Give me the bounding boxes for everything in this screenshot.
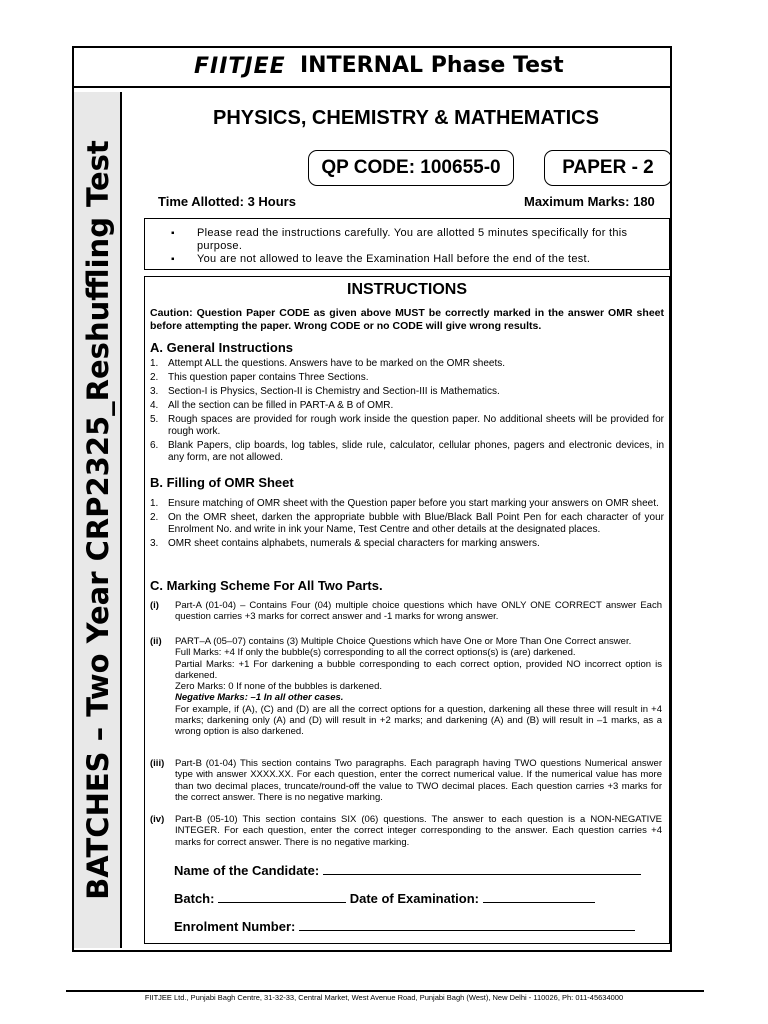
marks-label: Maximum Marks:	[524, 194, 634, 209]
section-b-heading: B. Filling of OMR Sheet	[150, 475, 294, 490]
maximum-marks	[524, 194, 655, 209]
marking-item-iii: (iii) Part-B (01-04) This section contains Two paragraphs. Each paragraph having TWO questions Numerical answer type with answer XXXX.XX. For each question, enter the correct numerical value. If the numerical value has more than two decimal places, truncate/round-off the value to TWO decimal places. Each question carries +3 marks for the correct answer. There is no negative marking.	[150, 758, 662, 803]
batch-blank	[218, 890, 346, 903]
enrolment-blank	[299, 918, 635, 931]
list-item: 1. Attempt ALL the questions. Answers have to be marked on the OMR sheets.	[150, 358, 506, 369]
frame-bottom-border	[72, 950, 672, 952]
subject-title: PHYSICS, CHEMISTRY & MATHEMATICS	[213, 107, 599, 129]
section-a-list	[150, 358, 664, 464]
fiitjee-logo: FIITJEE	[194, 54, 286, 79]
negative-marks-line: Negative Marks: –1 In all other cases.	[175, 692, 344, 704]
marking-item-iv: (iv) Part-B (05-10) This section contains SIX (06) questions. The answer to each question is a NON-NEGATIVE INTEGER. For each question, enter the correct integer corresponding to the answer. Each question carries +4 marks for correct answer. There is no negative marking.	[150, 814, 662, 848]
list-item: 3. Section-I is Physics, Section-II is Chemistry and Section-III is Mathematics.	[150, 386, 500, 397]
section-b-list	[150, 498, 664, 550]
list-item: 2. This question paper contains Three Sections.	[150, 372, 369, 383]
qp-code-value: 100655-0	[420, 157, 501, 178]
qp-code-box	[308, 150, 514, 186]
candidate-name-blank	[323, 862, 641, 875]
list-item: 3. OMR sheet contains alphabets, numerals & special characters for marking answers.	[150, 538, 540, 549]
qp-code-label: QP CODE:	[321, 157, 421, 178]
header-title: INTERNAL Phase Test	[300, 53, 564, 78]
section-c-heading: C. Marking Scheme For All Two Parts.	[150, 578, 383, 593]
time-allotted	[158, 194, 296, 209]
side-batch-label: BATCHES – Two Year CRP2325_Reshuffling Test	[81, 140, 115, 900]
candidate-name-field	[174, 862, 641, 878]
batch-date-field	[174, 890, 595, 906]
time-label: Time Allotted:	[158, 194, 248, 209]
enrolment-label: Enrolment Number:	[174, 919, 296, 934]
footer-address: FIITJEE Ltd., Punjabi Bagh Centre, 31-32-33, Central Market, West Avenue Road, Punjabi Bagh (West), New Delhi - 110026, Ph: 011-45634000	[144, 993, 624, 1002]
notice-box	[144, 218, 670, 270]
marks-value: 180	[633, 194, 655, 209]
date-blank	[483, 890, 595, 903]
list-item: 5. Rough spaces are provided for rough work inside the question paper. No additional sheets will be provided for rough work.	[150, 414, 664, 437]
paper-number-box: PAPER - 2	[544, 150, 672, 186]
batch-label: Batch:	[174, 891, 215, 906]
marking-item-i: (i) Part-A (01-04) – Contains Four (04) multiple choice questions which have ONLY ONE CORRECT answer Each question carries +3 marks for correct answer and -1 marks for wrong answer.	[150, 600, 662, 623]
date-label: Date of Examination:	[349, 891, 479, 906]
candidate-name-label: Name of the Candidate:	[174, 863, 320, 878]
notice-item: ▪ You are not allowed to leave the Examination Hall before the end of the test.	[197, 253, 659, 266]
full-marks-line: Full Marks: +4 If only the bubble(s) corresponding to all the correct options(s) is (are) darkened.	[175, 647, 576, 659]
header-box	[72, 46, 672, 88]
partial-marks-line: Partial Marks: +1 For darkening a bubble corresponding to each correct option, provided NO incorrect option is darkened.	[175, 658, 662, 681]
marking-item-ii: (ii) PART–A (05–07) contains (3) Multiple Choice Questions which have One or More Than One Correct answer. Full Marks: +4 If only the bubble(s) corresponding to all the correct options(s) is (are) darkened. Partial Marks: +1 For darkening a bubble corresponding to each correct option, provided NO incorrect option is darkened. Zero Marks: 0 If none of the bubbles is darkened. Negative Marks: –1 In all other cases. For example, if (A), (C) and (D) are all the correct options for a question, darkening all these three will result in +4 marks; darkening only (A) and (D) will result in +2 marks; and darkening (A) and (B) will result in –1 marks, as a wrong option is also darkened.	[150, 636, 662, 738]
time-value: 3 Hours	[247, 194, 296, 209]
list-item: 4. All the section can be filled in PART-A & B of OMR.	[150, 400, 394, 411]
instructions-title: INSTRUCTIONS	[347, 281, 467, 298]
list-item: 1. Ensure matching of OMR sheet with the Question paper before you start marking your answers on OMR sheet.	[150, 498, 659, 509]
section-a-heading: A. General Instructions	[150, 340, 294, 355]
example-line: For example, if (A), (C) and (D) are all the correct options for a question, darkening all these three will result in +4 marks; darkening only (A) and (D) will result in +2 marks; and darkening (A) and (B) will result in –1 marks, as a wrong option is also darkened.	[175, 703, 662, 738]
caution-text: Caution: Question Paper CODE as given above MUST be correctly marked in the answer OMR sheet before attempting the paper. Wrong CODE or no CODE will give wrong results.	[150, 307, 664, 332]
zero-marks-line: Zero Marks: 0 If none of the bubbles is darkened.	[175, 681, 383, 693]
notice-item: ▪ Please read the instructions carefully. You are allotted 5 minutes specifically for this purpose.	[197, 227, 659, 253]
side-strip	[74, 92, 122, 948]
frame-right-border	[670, 88, 672, 952]
footer-rule	[66, 990, 704, 992]
list-item: 2. On the OMR sheet, darken the appropriate bubble with Blue/Black Ball Point Pen for each character of your Enrolment No. and write in ink your Name, Test Centre and other details at the designated places.	[150, 512, 664, 535]
list-item: 6. Blank Papers, clip boards, log tables, slide rule, calculator, cellular phones, pagers and electronic devices, in any form, are not allowed.	[150, 440, 664, 463]
enrolment-field	[174, 918, 635, 934]
